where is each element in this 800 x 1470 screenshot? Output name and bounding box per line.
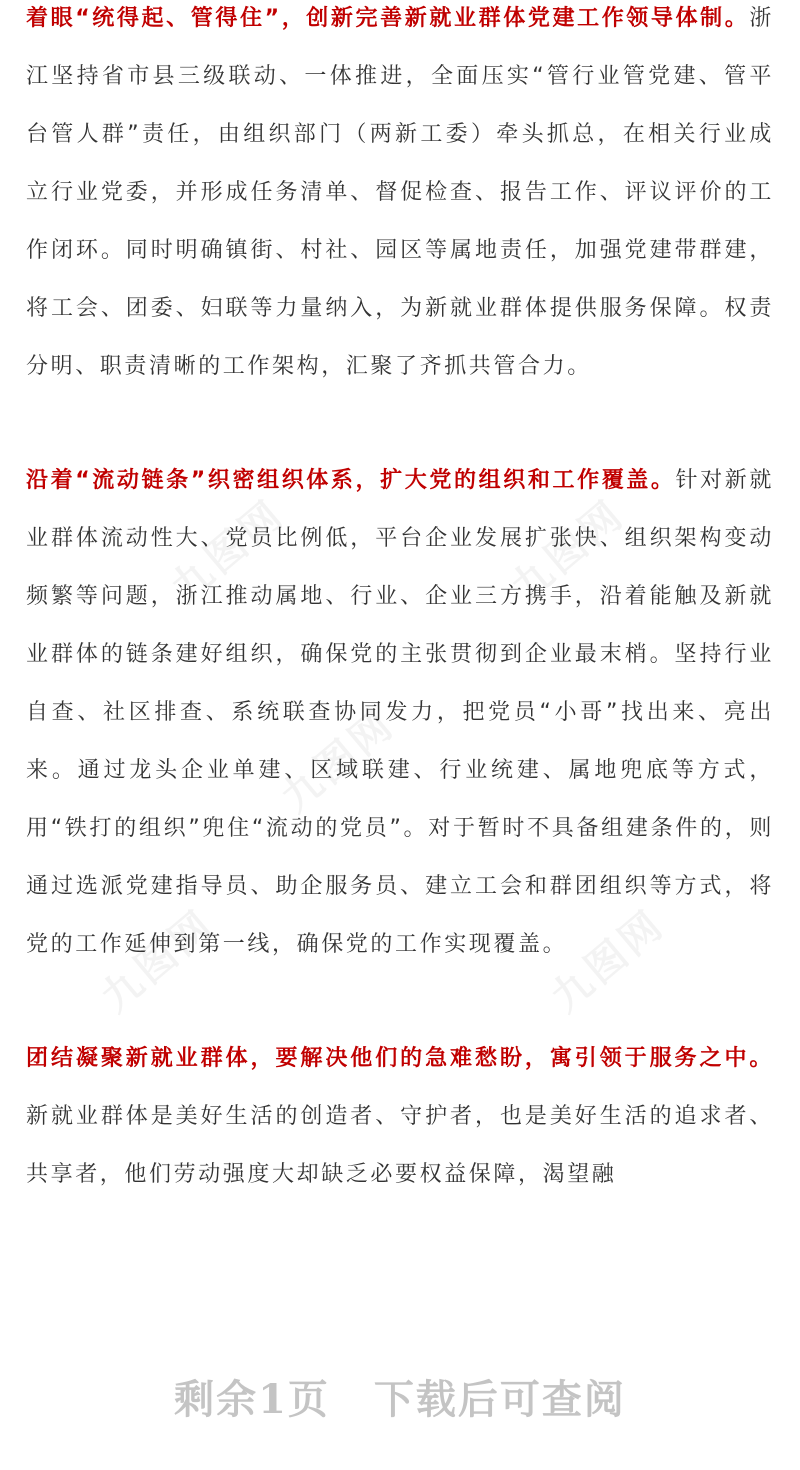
paragraph-lead: 沿着“流动链条”织密组织体系，扩大党的组织和工作覆盖。 [26, 468, 676, 493]
paragraph-text: 新就业群体是美好生活的创造者、守护者，也是美好生活的追求者、共享者，他们劳动强度大却缺乏必要权益保障，渴望融 [26, 1104, 774, 1187]
paragraph-lead: 团结凝聚新就业群体，要解决他们的急难愁盼，寓引领于服务之中。 [26, 1046, 774, 1071]
remaining-pages-text: 剩余1页 [174, 1376, 330, 1423]
download-to-view-text: 下载后可查阅 [373, 1376, 626, 1423]
paragraph-text: 浙江坚持省市县三级联动、一体推进，全面压实“管行业管党建、管平台管人群”责任，由组织部门（两新工委）牵头抓总，在相关行业成立行业党委，并形成任务清单、督促检查、报告工作、评议评价的工作闭环。同时明确镇街、村社、园区等属地责任，加强党建带群建，将工会、团委、妇联等力量纳入，为新就业群体提供服务保障。权责分明、职责清晰的工作架构，汇聚了齐抓共管合力。 [26, 6, 774, 379]
paragraph-lead: 着眼“统得起、管得住”，创新完善新就业群体党建工作领导体制。 [26, 6, 750, 31]
watermark: 九图网 [162, 491, 294, 612]
paragraph-text: 针对新就业群体流动性大、党员比例低，平台企业发展扩张快、组织架构变动频繁等问题，浙江推动属地、行业、企业三方携手，沿着能触及新就业群体的链条建好组织，确保党的主张贯彻到企业最末梢。坚持行业自查、社区排查、系统联查协同发力，把党员“小哥”找出来、亮出来。通过龙头企业单建、区域联建、行业统建、属地兜底等方式，用“铁打的组织”兜住“流动的党员”。对于暂时不具备组建条件的，则通过选派党建指导员、助企服务员、建立工会和群团组织等方式，将党的工作延伸到第一线，确保党的工作实现覆盖。 [26, 468, 774, 957]
paragraph [26, 1030, 774, 1204]
paragraph [26, 452, 774, 974]
watermark: 九图网 [272, 701, 404, 822]
download-prompt[interactable] [0, 1368, 800, 1425]
watermark: 九图网 [542, 901, 674, 1022]
watermark: 九图网 [502, 491, 634, 612]
watermark: 九图网 [92, 901, 224, 1022]
paragraph [26, 0, 774, 396]
article-body [26, 0, 774, 1204]
